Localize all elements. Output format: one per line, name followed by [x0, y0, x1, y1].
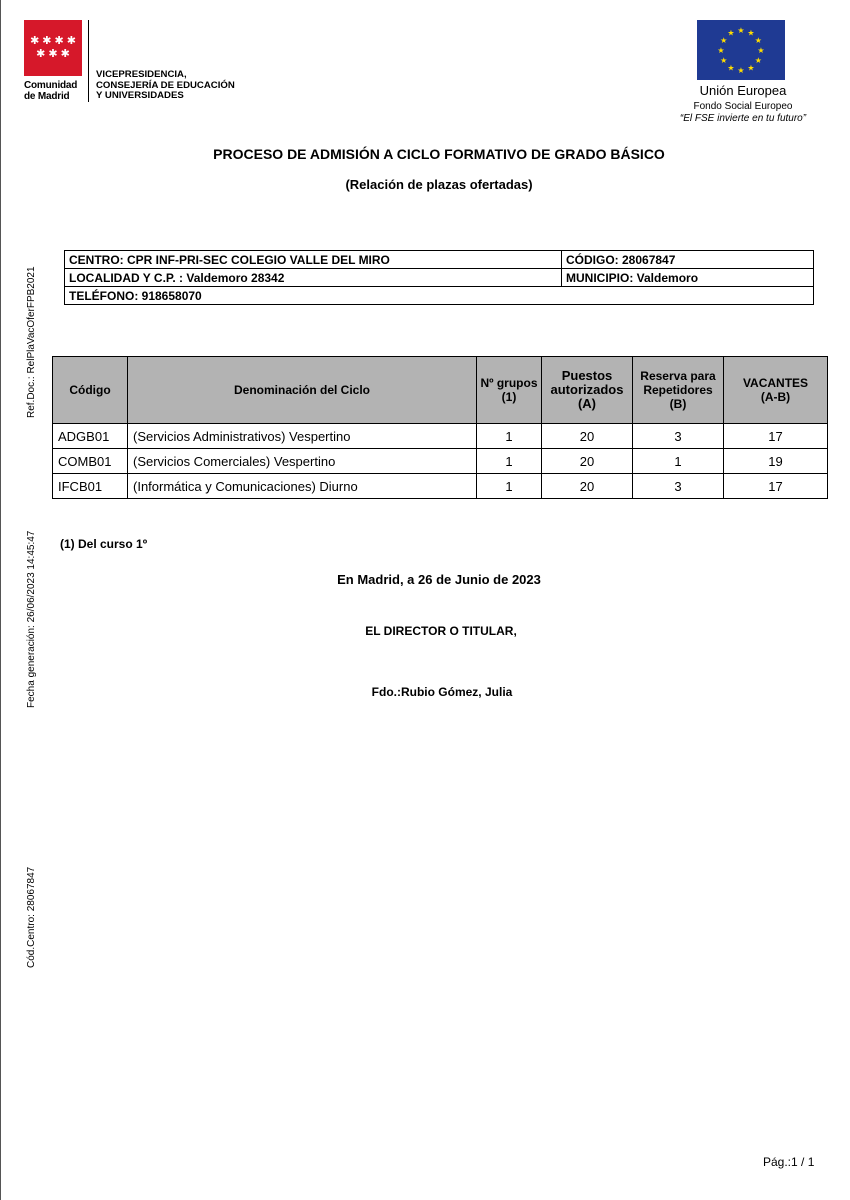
- locality-row: [65, 269, 814, 287]
- eu-star-icon: ★: [757, 46, 765, 55]
- place-date: En Madrid, a 26 de Junio de 2023: [337, 572, 541, 587]
- eu-star-icon: ★: [737, 66, 745, 75]
- cell-reserva: 1: [633, 449, 724, 474]
- cell-denominacion: (Servicios Administrativos) Vespertino: [128, 424, 477, 449]
- eu-star-icon: ★: [747, 28, 755, 38]
- eu-flag-icon: [697, 20, 785, 80]
- centre-code: CÓDIGO: 28067847: [562, 251, 814, 269]
- cell-grupos: 1: [477, 474, 542, 499]
- cell-denominacion: (Informática y Comunicaciones) Diurno: [128, 474, 477, 499]
- page-title: PROCESO DE ADMISIÓN A CICLO FORMATIVO DE GRADO BÁSICO: [213, 146, 665, 162]
- side-generation-date: Fecha generación: 26/06/2023 14:45:47: [26, 530, 37, 708]
- eu-star-icon: ★: [754, 56, 762, 65]
- centre-row: [65, 251, 814, 269]
- side-centre-code: Cód.Centro: 28067847: [26, 866, 37, 968]
- cell-denominacion: (Servicios Comerciales) Vespertino: [128, 449, 477, 474]
- cell-codigo: COMB01: [53, 449, 128, 474]
- cell-vacantes: 19: [724, 449, 828, 474]
- eu-star-icon: ★: [754, 36, 762, 45]
- phone-row: [65, 287, 814, 305]
- eu-star-icon: ★: [727, 63, 735, 73]
- col-vacantes: VACANTES (A-B): [724, 357, 828, 424]
- eu-slogan: “El FSE invierte en tu futuro”: [679, 113, 807, 124]
- eu-logo: [668, 20, 818, 124]
- eu-star-icon: ★: [747, 63, 755, 73]
- eu-star-icon: ★: [727, 28, 735, 38]
- eu-star-icon: ★: [720, 36, 728, 45]
- table-row: [53, 424, 828, 449]
- page-subtitle: (Relación de plazas ofertadas): [345, 177, 533, 192]
- footnote: (1) Del curso 1º: [60, 537, 148, 551]
- col-reserva: Reserva para Repetidores (B): [633, 357, 724, 424]
- cell-reserva: 3: [633, 474, 724, 499]
- logo-divider: [88, 20, 89, 102]
- side-ref-doc: Ref.Doc.: RelPlaVacOferFPB2021: [26, 266, 37, 418]
- eu-star-icon: ★: [717, 46, 725, 55]
- centre-info-table: [64, 250, 814, 305]
- table-header-row: [53, 357, 828, 424]
- centre-phone: TELÉFONO: 918658070: [65, 287, 814, 305]
- col-grupos: Nº grupos (1): [477, 357, 542, 424]
- col-codigo: Código: [53, 357, 128, 424]
- cell-codigo: IFCB01: [53, 474, 128, 499]
- centre-municipality: MUNICIPIO: Valdemoro: [562, 269, 814, 287]
- cell-puestos: 20: [542, 474, 633, 499]
- comunidad-name: Comunidad de Madrid: [24, 80, 78, 102]
- cell-puestos: 20: [542, 424, 633, 449]
- centre-locality: LOCALIDAD Y C.P. : Valdemoro 28342: [65, 269, 562, 287]
- col-denominacion: Denominación del Ciclo: [128, 357, 477, 424]
- col-puestos: Puestos autorizados (A): [542, 357, 633, 424]
- cell-reserva: 3: [633, 424, 724, 449]
- eu-star-icon: ★: [720, 56, 728, 65]
- cell-grupos: 1: [477, 424, 542, 449]
- signer-role: EL DIRECTOR O TITULAR,: [365, 624, 517, 638]
- page-number: Pág.:1 / 1: [763, 1155, 815, 1169]
- eu-name: Unión Europea: [699, 83, 787, 98]
- department-name: VICEPRESIDENCIA, CONSEJERÍA DE EDUCACIÓN Y UNIVERSIDADES: [96, 69, 235, 101]
- table-row: [53, 474, 828, 499]
- signature-name: Fdo.:Rubio Gómez, Julia: [371, 685, 513, 699]
- places-table: [52, 356, 828, 499]
- madrid-flag-icon: ✱ ✱ ✱ ✱ ✱ ✱ ✱: [24, 20, 82, 76]
- eu-fund: Fondo Social Europeo: [693, 101, 793, 112]
- eu-star-icon: ★: [737, 26, 745, 35]
- cell-vacantes: 17: [724, 424, 828, 449]
- cell-grupos: 1: [477, 449, 542, 474]
- cell-puestos: 20: [542, 449, 633, 474]
- table-row: [53, 449, 828, 474]
- comunidad-madrid-logo: [24, 20, 86, 102]
- cell-codigo: ADGB01: [53, 424, 128, 449]
- cell-vacantes: 17: [724, 474, 828, 499]
- centre-name: CENTRO: CPR INF-PRI-SEC COLEGIO VALLE DEL MIRO: [65, 251, 562, 269]
